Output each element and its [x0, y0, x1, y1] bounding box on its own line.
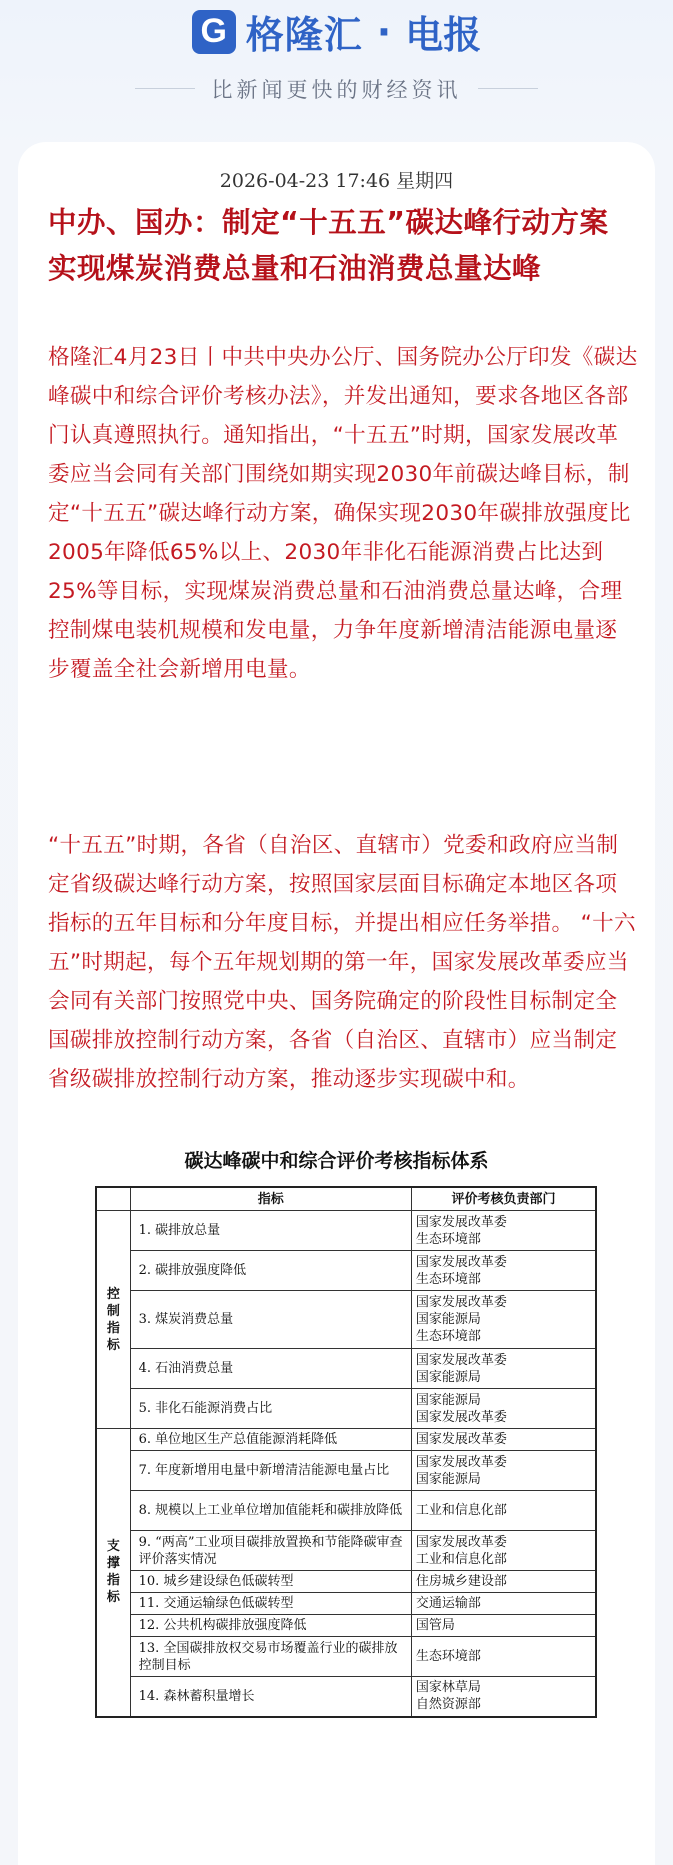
indicator-cell: 1. 碳排放总量 — [130, 1211, 411, 1251]
dept-cell: 住房城乡建设部 — [411, 1571, 596, 1593]
table-body — [96, 1211, 596, 1717]
indicator-cell: 2. 碳排放强度降低 — [130, 1251, 411, 1291]
article-paragraph-2: “十五五”时期，各省（自治区、直辖市）党委和政府应当制定省级碳达峰行动方案，按照国家层面目标确定本地区各项指标的五年目标和分年度目标，并提出相应任务举措。 “十六五”时期起，每个五年规划期的第一年，国家发展改革委应当会同有关部门按照党中央、国务院确定的阶段性目标制定全国碳排放控制行动方案，各省（自治区、直辖市）应当制定省级碳排放控制行动方案，推动逐步实现碳中和。 — [48, 833, 636, 1092]
indicator-cell: 11. 交通运输绿色低碳转型 — [130, 1593, 411, 1615]
dept-cell: 国家发展改革委 国家能源局 — [411, 1451, 596, 1491]
table-row — [96, 1571, 596, 1593]
article-paragraph-1: 格隆汇4月23日丨中共中央办公厅、国务院办公厅印发《碳达峰碳中和综合评价考核办法》，并发出通知，要求各地区各部门认真遵照执行。通知指出，“十五五”时期，国家发展改革委应当会同有关部门围绕如期实现2030年前碳达峰目标，制定“十五五”碳达峰行动方案，确保实现2030年碳排放强度比2005年降低65%以上、2030年非化石能源消费占比达到25%等目标，实现煤炭消费总量和石油消费总量达峰，合理控制煤电装机规模和发电量，力争年度新增清洁能源电量逐步覆盖全社会新增用电量。 — [48, 345, 638, 682]
table-row — [96, 1291, 596, 1349]
article-datetime: 2026-04-23 17:46 星期四 — [219, 170, 454, 192]
dept-cell: 国家能源局 国家发展改革委 — [411, 1389, 596, 1429]
indicator-cell: 8. 规模以上工业单位增加值能耗和碳排放降低 — [130, 1491, 411, 1531]
logo[interactable] — [0, 4, 673, 59]
dept-cell: 国家发展改革委 工业和信息化部 — [411, 1531, 596, 1571]
table-row — [96, 1593, 596, 1615]
brand-separator: · — [376, 9, 392, 54]
indicator-cell: 4. 石油消费总量 — [130, 1349, 411, 1389]
brand-name: 格隆汇 — [245, 13, 363, 57]
article-headline: 中办、国办：制定“十五五”碳达峰行动方案 实现煤炭消费总量和石油消费总量达峰 — [48, 206, 609, 285]
dept-cell: 国家发展改革委 国家能源局 生态环境部 — [411, 1291, 596, 1349]
indicator-cell: 12. 公共机构碳排放强度降低 — [130, 1615, 411, 1637]
slogan: 比新闻更快的财经资讯 — [211, 78, 462, 102]
table-row — [96, 1531, 596, 1571]
dept-cell: 国家发展改革委 — [411, 1429, 596, 1451]
dept-cell: 国家发展改革委 生态环境部 — [411, 1211, 596, 1251]
brand-header — [0, 0, 673, 150]
indicator-table — [95, 1186, 597, 1718]
dept-cell: 国管局 — [411, 1615, 596, 1637]
table-row — [96, 1615, 596, 1637]
brand-logo-icon: G — [192, 10, 236, 54]
table-row — [96, 1637, 596, 1677]
dept-cell: 生态环境部 — [411, 1637, 596, 1677]
indicator-cell: 6. 单位地区生产总值能源消耗降低 — [130, 1429, 411, 1451]
dept-cell: 国家发展改革委 生态环境部 — [411, 1251, 596, 1291]
group-support-indicators: 支 撑 指 标 — [96, 1429, 130, 1717]
table-row — [96, 1677, 596, 1717]
indicator-cell: 5. 非化石能源消费占比 — [130, 1389, 411, 1429]
table-title: 碳达峰碳中和综合评价考核指标体系 — [184, 1150, 489, 1172]
article-card — [18, 142, 655, 1865]
dept-cell: 国家林草局 自然资源部 — [411, 1677, 596, 1717]
table-header-group — [96, 1187, 130, 1211]
table-row — [96, 1491, 596, 1531]
indicator-cell: 10. 城乡建设绿色低碳转型 — [130, 1571, 411, 1593]
table-row — [96, 1451, 596, 1491]
table-row — [96, 1389, 596, 1429]
brand-section: 电报 — [405, 13, 482, 57]
indicator-cell: 9. “两高”工业项目碳排放置换和节能降碳审查评价落实情况 — [130, 1531, 411, 1571]
table-row — [96, 1429, 596, 1451]
group-control-indicators: 控 制 指 标 — [96, 1211, 130, 1429]
table-row — [96, 1349, 596, 1389]
indicator-cell: 13. 全国碳排放权交易市场覆盖行业的碳排放控制目标 — [130, 1637, 411, 1677]
indicator-cell: 14. 森林蓄积量增长 — [130, 1677, 411, 1717]
indicator-cell: 7. 年度新增用电量中新增清洁能源电量占比 — [130, 1451, 411, 1491]
indicator-cell: 3. 煤炭消费总量 — [130, 1291, 411, 1349]
table-header-dept: 评价考核负责部门 — [411, 1187, 596, 1211]
dept-cell: 交通运输部 — [411, 1593, 596, 1615]
table-header-indicator: 指标 — [130, 1187, 411, 1211]
dept-cell: 工业和信息化部 — [411, 1491, 596, 1531]
dept-cell: 国家发展改革委 国家能源局 — [411, 1349, 596, 1389]
table-row — [96, 1211, 596, 1251]
table-row — [96, 1251, 596, 1291]
divider-right — [478, 88, 538, 89]
